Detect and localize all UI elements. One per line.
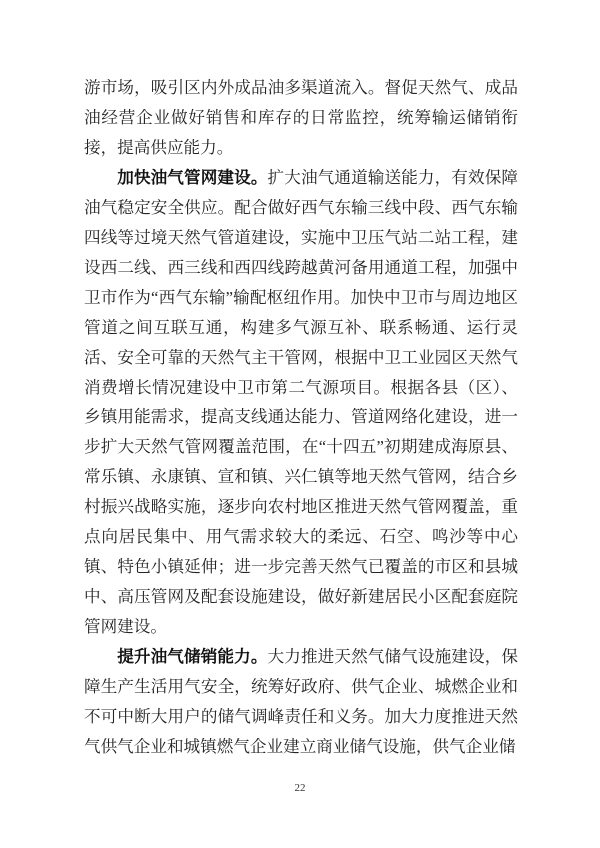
paragraph-lead: 加快油气管网建设。 xyxy=(117,167,268,187)
paragraph-continuation xyxy=(84,73,518,163)
paragraph-pipeline-network xyxy=(84,163,518,642)
paragraph-text: 大力推进天然气储气设施建设，保障生产生活用气安全，统筹好政府、供气企业、城燃企业和不可中断大用户的储气调峰责任和义务。加大力度推进天然气供气企业和城镇燃气企业建立商业储气设施，供气企业储 xyxy=(84,647,519,756)
page-footer xyxy=(0,781,600,795)
paragraph-text: 游市场，吸引区内外成品油多渠道流入。督促天然气、成品油经营企业做好销售和库存的日常监控，统筹输运储销衔接，提高供应能力。 xyxy=(84,78,518,157)
paragraph-lead: 提升油气储销能力。 xyxy=(117,647,268,667)
page-number: 22 xyxy=(294,782,306,794)
page-content xyxy=(84,73,518,762)
paragraph-storage-capacity xyxy=(84,642,518,762)
paragraph-text: 扩大油气通道输送能力，有效保障油气稳定安全供应。配合做好西气东输三线中段、西气东输四线等过境天然气管道建设，实施中卫压气站二站工程，建设西二线、西三线和西四线跨越黄河备用通道工程，加强中卫市作为“西气东输”输配枢纽作用。加快中卫市与周边地区管道之间互联互通，构建多气源互补、联系畅通、运行灵活、安全可靠的天然气主干管网，根据中卫工业园区天然气消费增长情况建设中卫市第二气源项目。根据各县（区）、乡镇用能需求，提高支线通达能力、管道网络化建设，进一步扩大天然气管网覆盖范围，在“十四五”初期建成海原县、常乐镇、永康镇、宣和镇、兴仁镇等地天然气管网，结合乡村振兴战略实施，逐步向农村地区推进天然气管网覆盖，重点向居民集中、用气需求较大的柔远、石空、鸣沙等中心镇、特色小镇延伸；进一步完善天然气已覆盖的市区和县城中、高压管网及配套设施建设，做好新建居民小区配套庭院管网建设。 xyxy=(84,167,519,637)
